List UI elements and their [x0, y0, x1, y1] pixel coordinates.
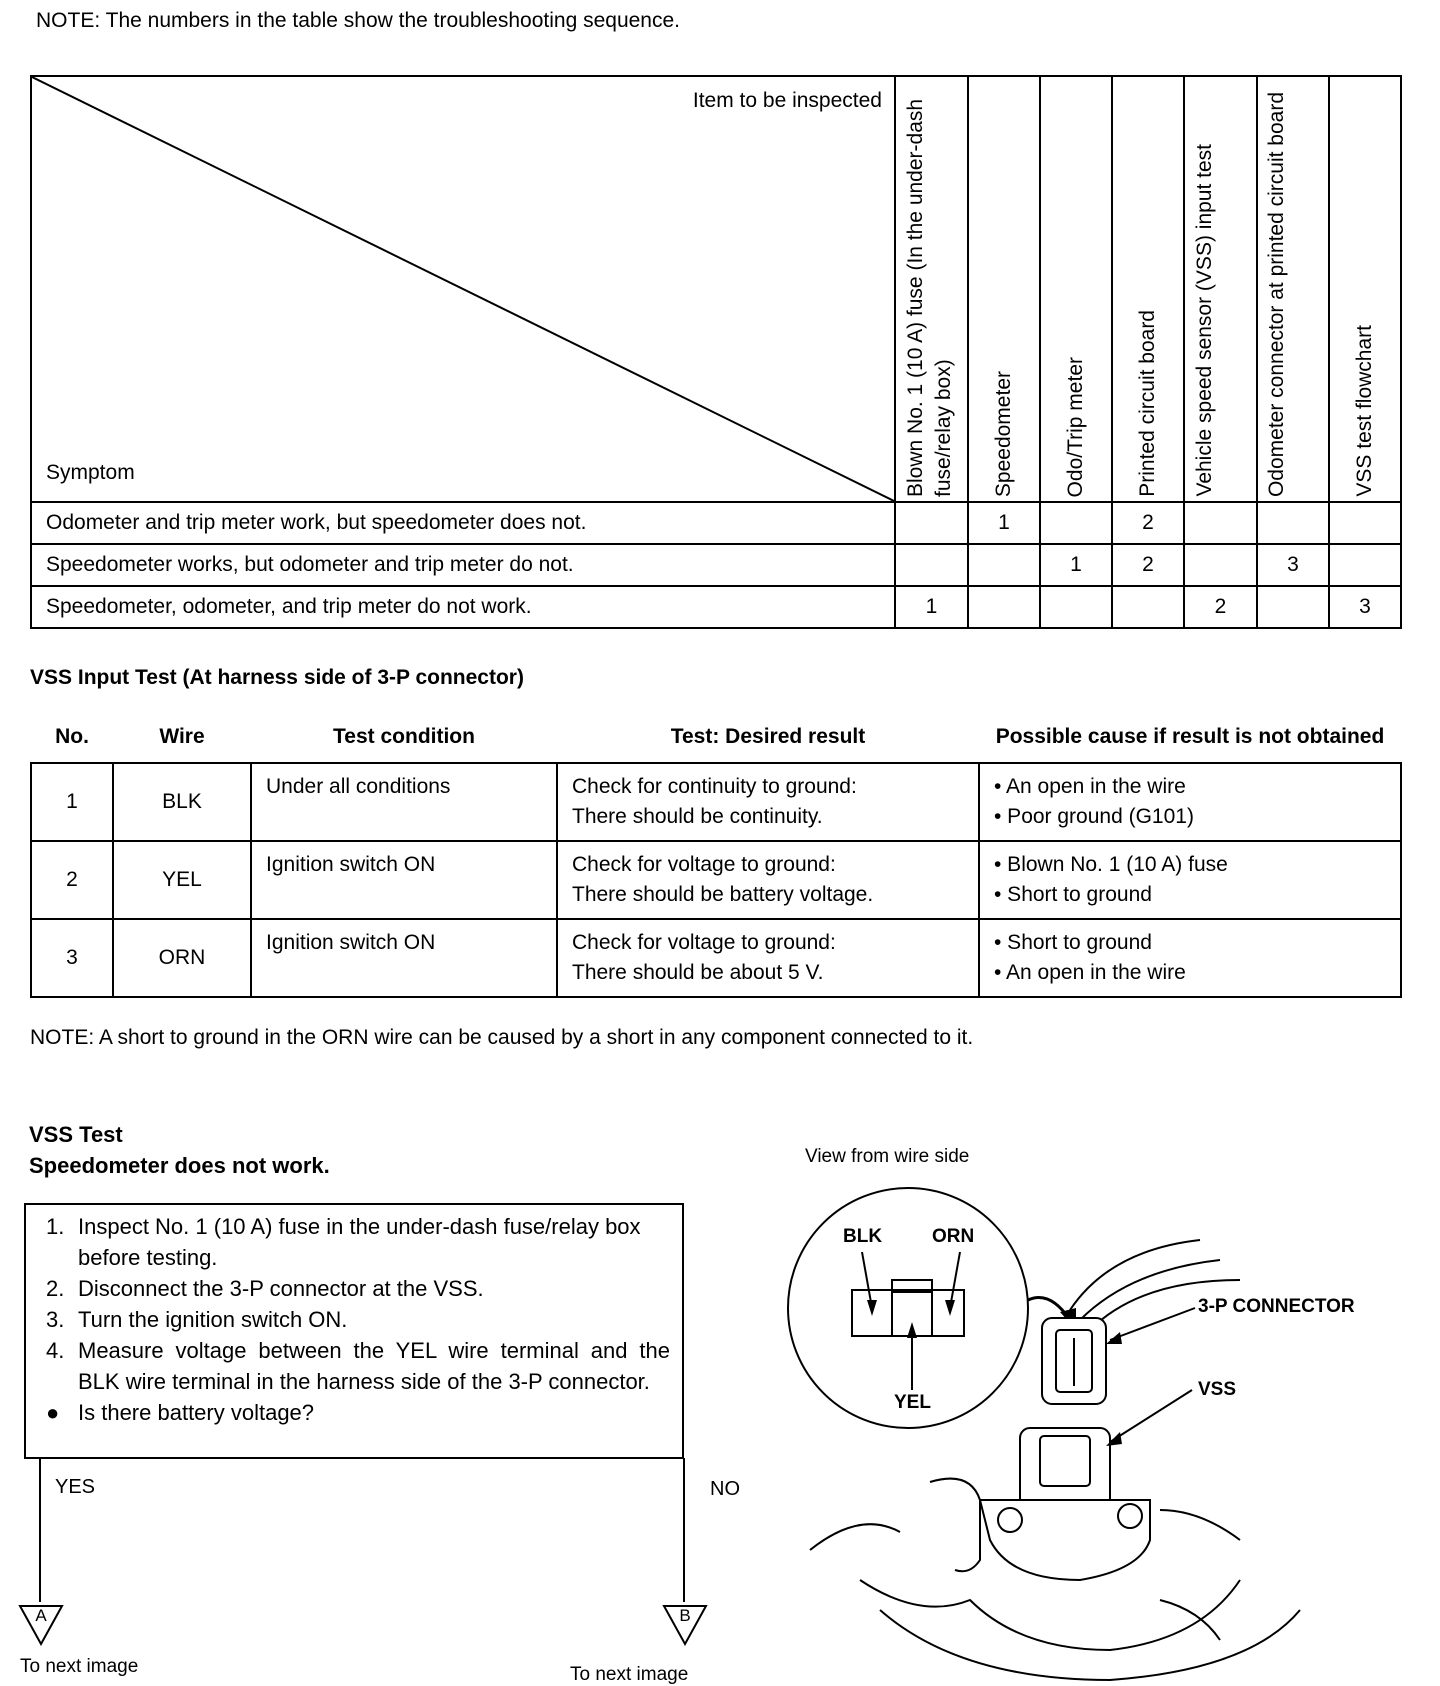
sequence-cell: [1040, 502, 1112, 544]
vss-input-title: VSS Input Test (At harness side of 3-P connector): [30, 666, 524, 689]
corner-item-label: Item to be inspected: [692, 89, 882, 112]
sequence-cell: 2: [1184, 586, 1257, 628]
column-header: Speedometer: [968, 76, 1040, 502]
table-row: [31, 502, 1401, 544]
column-header: Printed circuit board: [1112, 76, 1184, 502]
header-wire: Wire: [159, 725, 205, 748]
to-next-image-b: To next image: [570, 1664, 689, 1685]
yel-label: YEL: [894, 1392, 931, 1413]
row-result: Check for continuity to ground: There should be continuity.: [557, 763, 979, 841]
yes-label: YES: [55, 1476, 96, 1498]
row-cause: • Short to ground • An open in the wire: [979, 919, 1401, 997]
step-item: 4. Measure voltage between the YEL wire terminal and the BLK wire terminal in the harness side of the 3-P connector.: [46, 1338, 670, 1394]
3p-connector-label: 3-P CONNECTOR: [1198, 1296, 1355, 1317]
sequence-cell: 1: [968, 502, 1040, 544]
vss-test-subtitle: Speedometer does not work.: [29, 1153, 330, 1178]
symptom-cell: Odometer and trip meter work, but speedometer does not.: [31, 502, 895, 544]
sequence-cell: [1184, 502, 1257, 544]
orn-label: ORN: [932, 1226, 975, 1247]
sequence-cell: 2: [1112, 544, 1184, 586]
to-next-image-a: To next image: [20, 1656, 139, 1677]
vss-label: VSS: [1198, 1379, 1237, 1400]
header-result: Test: Desired result: [670, 725, 866, 748]
vss-test-steps-box: [24, 1203, 684, 1459]
connector-a-label: A: [35, 1606, 47, 1625]
vss-test-title: VSS Test: [29, 1122, 123, 1147]
sequence-cell: [1329, 544, 1401, 586]
sequence-cell: [895, 502, 968, 544]
header-cause: Possible cause if result is not obtained: [995, 725, 1385, 748]
column-header: VSS test flowchart: [1329, 76, 1401, 502]
table-row: [31, 919, 1401, 997]
row-result: Check for voltage to ground: There should be battery voltage.: [557, 841, 979, 919]
sequence-cell: 1: [895, 586, 968, 628]
row-result: Check for voltage to ground: There should be about 5 V.: [557, 919, 979, 997]
step-item: 1. Inspect No. 1 (10 A) fuse in the under-dash fuse/relay box before testing.: [46, 1214, 641, 1270]
note-orn: NOTE: A short to ground in the ORN wire can be caused by a short in any component connected to it.: [30, 1026, 974, 1049]
column-header: Blown No. 1 (10 A) fuse (In the under-dash fuse/relay box): [895, 76, 968, 502]
row-wire: BLK: [113, 763, 251, 841]
flowchart-branches: [0, 1458, 720, 1618]
step-item: 2. Disconnect the 3-P connector at the VSS.: [46, 1276, 484, 1301]
row-no: 1: [31, 763, 113, 841]
sequence-cell: [1184, 544, 1257, 586]
sequence-cell: [968, 586, 1040, 628]
table-row: [31, 586, 1401, 628]
sequence-cell: [1112, 586, 1184, 628]
sequence-cell: [1040, 586, 1112, 628]
symptom-cell: Speedometer, odometer, and trip meter do not work.: [31, 586, 895, 628]
corner-diagonal-line: [32, 77, 894, 501]
table-row: [31, 763, 1401, 841]
vss-connector-illustration: [780, 1180, 1400, 1684]
sequence-cell: 2: [1112, 502, 1184, 544]
no-label: NO: [710, 1478, 740, 1500]
row-wire: ORN: [113, 919, 251, 997]
view-from-wire-side-label: View from wire side: [805, 1146, 970, 1167]
table-corner-cell: [31, 76, 895, 502]
blk-label: BLK: [843, 1226, 883, 1247]
sequence-cell: [1257, 502, 1329, 544]
sequence-cell: [968, 544, 1040, 586]
sequence-cell: [1257, 586, 1329, 628]
troubleshooting-table: [30, 75, 1402, 629]
row-cause: • An open in the wire • Poor ground (G101): [979, 763, 1401, 841]
symptom-cell: Speedometer works, but odometer and trip meter do not.: [31, 544, 895, 586]
header-no: No.: [55, 725, 89, 748]
table-row: [31, 841, 1401, 919]
column-header: Vehicle speed sensor (VSS) input test: [1184, 76, 1257, 502]
step-item: ● Is there battery voltage?: [46, 1400, 315, 1425]
row-condition: Ignition switch ON: [251, 841, 557, 919]
row-condition: Under all conditions: [251, 763, 557, 841]
step-item: 3. Turn the ignition switch ON.: [46, 1307, 348, 1332]
column-header: Odo/Trip meter: [1040, 76, 1112, 502]
row-no: 2: [31, 841, 113, 919]
header-condition: Test condition: [333, 725, 475, 748]
vss-input-table: [30, 712, 1402, 998]
corner-symptom-label: Symptom: [46, 461, 135, 484]
row-wire: YEL: [113, 841, 251, 919]
sequence-cell: [1329, 502, 1401, 544]
row-condition: Ignition switch ON: [251, 919, 557, 997]
sequence-cell: 3: [1329, 586, 1401, 628]
sequence-cell: [895, 544, 968, 586]
row-cause: • Blown No. 1 (10 A) fuse • Short to ground: [979, 841, 1401, 919]
column-header: Odometer connector at printed circuit board: [1257, 76, 1329, 502]
sequence-cell: 1: [1040, 544, 1112, 586]
row-no: 3: [31, 919, 113, 997]
connector-b-label: B: [679, 1606, 691, 1625]
note-top: NOTE: The numbers in the table show the troubleshooting sequence.: [36, 9, 680, 32]
sequence-cell: 3: [1257, 544, 1329, 586]
table-row: [31, 544, 1401, 586]
